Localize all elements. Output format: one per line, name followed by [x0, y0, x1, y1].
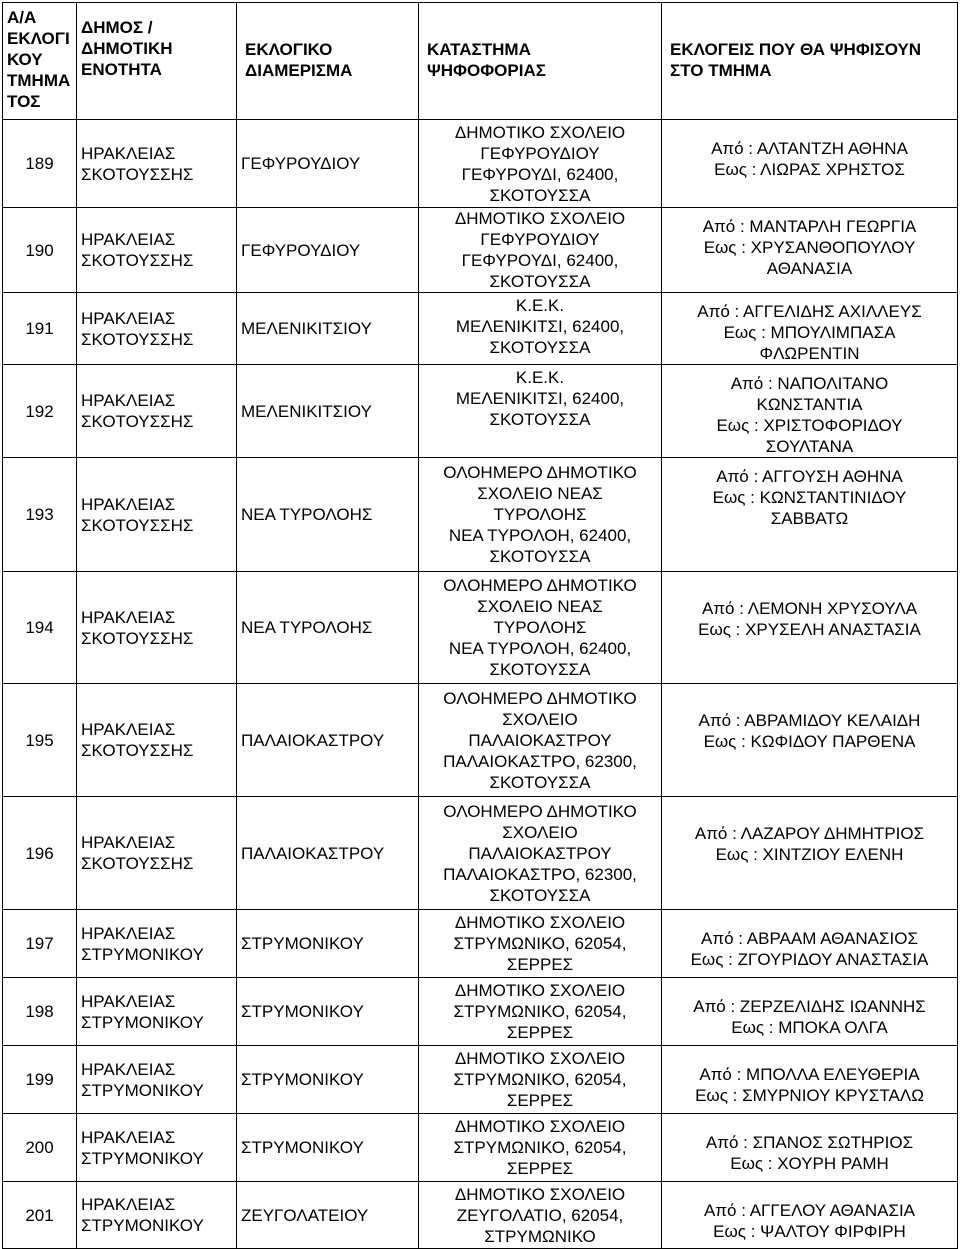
polling-station-line: ΣΧΟΛΕΙΟ — [502, 709, 578, 729]
section-number: 195 — [25, 730, 54, 750]
polling-stations-table — [2, 2, 958, 1249]
polling-station-line: ΓΕΦΥΡΟΥΔΙΟΥ — [480, 230, 600, 249]
voters-range-cell — [662, 458, 958, 572]
electoral-department-cell — [237, 208, 419, 293]
polling-station-cell — [419, 293, 662, 365]
section-number: 201 — [25, 1205, 54, 1225]
electoral-department-cell — [237, 293, 419, 365]
table-row — [3, 910, 958, 978]
header-text: ΚΟΥ — [7, 50, 43, 69]
electoral-department: ΜΕΛΕΝΙΚΙΤΣΙΟΥ — [241, 401, 372, 421]
voters-range-line: Εως : ΚΩΝΣΤΑΝΤΙΝΙΔΟΥ — [712, 488, 907, 507]
header-voters — [662, 3, 958, 120]
section-number-cell — [3, 797, 77, 910]
polling-station-cell — [419, 1182, 662, 1249]
header-text: ΕΚΛΟΓΙ — [7, 29, 70, 48]
municipality-line: ΣΤΡΥΜΟΝΙΚΟΥ — [81, 1012, 204, 1032]
table-row — [3, 293, 958, 365]
section-number-cell — [3, 293, 77, 365]
municipality-line: ΗΡΑΚΛΕΙΑΣ — [81, 1127, 176, 1147]
voters-range-cell — [662, 572, 958, 684]
section-number: 189 — [25, 154, 54, 173]
table-row — [3, 572, 958, 684]
municipality-line: ΗΡΑΚΛΕΙΑΣ — [81, 1195, 176, 1214]
electoral-department: ΠΑΛΑΙΟΚΑΣΤΡΟΥ — [241, 843, 385, 863]
polling-station-line: ΠΑΛΑΙΟΚΑΣΤΡΟΥ — [468, 730, 612, 750]
section-number-cell — [3, 365, 77, 458]
header-store — [419, 3, 662, 120]
header-text: ΣΤΟ ΤΜΗΜΑ — [670, 61, 772, 80]
electoral-department: ΠΑΛΑΙΟΚΑΣΤΡΟΥ — [241, 730, 385, 750]
municipality-cell — [77, 365, 237, 458]
electoral-department-cell — [237, 797, 419, 910]
municipality-cell — [77, 684, 237, 797]
section-number-cell — [3, 978, 77, 1046]
polling-station-line: ΜΕΛΕΝΙΚΙΤΣΙ, 62400, — [455, 389, 625, 408]
polling-station-cell — [419, 1046, 662, 1114]
voters-range-cell — [662, 208, 958, 293]
voters-range-line: Από : ΑΓΓΕΛΟΥ ΑΘΑΝΑΣΙΑ — [703, 1201, 916, 1220]
table-row — [3, 797, 958, 910]
section-number-cell — [3, 458, 77, 572]
municipality-line: ΗΡΑΚΛΕΙΑΣ — [81, 720, 176, 739]
municipality-line: ΗΡΑΚΛΕΙΑΣ — [81, 391, 176, 410]
electoral-department: ΣΤΡΥΜΟΝΙΚΟΥ — [241, 1002, 364, 1021]
section-number-cell — [3, 208, 77, 293]
voters-range-line: Εως : ΧΡΥΣΕΛΗ ΑΝΑΣΤΑΣΙΑ — [698, 620, 921, 639]
polling-station-line: ΣΧΟΛΕΙΟ — [502, 822, 578, 842]
municipality-line: ΗΡΑΚΛΕΙΑΣ — [81, 308, 176, 328]
voters-range-cell — [662, 797, 958, 910]
section-number: 200 — [25, 1138, 54, 1157]
voters-range-line: Από : ΜΑΝΤΑΡΛΗ ΓΕΩΡΓΙΑ — [702, 217, 917, 236]
section-number: 193 — [25, 505, 54, 524]
table-row — [3, 365, 958, 458]
electoral-department-cell — [237, 458, 419, 572]
polling-station-line: ΔΗΜΟΤΙΚΟ ΣΧΟΛΕΙΟ — [454, 1184, 626, 1204]
municipality-cell — [77, 978, 237, 1046]
polling-station-line: ΣΚΟΤΟΥΣΣΑ — [489, 338, 591, 357]
voters-range-line: Από : ΑΒΡΑΑΜ ΑΘΑΝΑΣΙΟΣ — [701, 929, 918, 948]
voters-range-line: Από : ΛΑΖΑΡΟΥ ΔΗΜΗΤΡΙΟΣ — [694, 824, 925, 843]
voters-range-line: Εως : ΣΜΥΡΝΙΟΥ ΚΡΥΣΤΑΛΩ — [695, 1086, 924, 1105]
polling-station-line: ΟΛΟΗΜΕΡΟ ΔΗΜΟΤΙΚΟ — [443, 463, 637, 482]
polling-station-line: ΔΗΜΟΤΙΚΟ ΣΧΟΛΕΙΟ — [454, 981, 626, 1000]
header-text: ΕΚΛΟΓΙΚΟ — [245, 40, 333, 59]
voters-range-line: Εως : ΜΠΟΥΛΙΜΠΑΣΑ — [723, 323, 896, 342]
municipality-line: ΗΡΑΚΛΕΙΑΣ — [81, 923, 176, 943]
electoral-department-cell — [237, 978, 419, 1046]
polling-station-line: ΖΕΥΓΟΛΑΤΙΟ, 62054, — [456, 1205, 624, 1225]
polling-station-line: ΣΕΡΡΕΣ — [506, 1023, 574, 1042]
section-number: 199 — [25, 1070, 54, 1089]
polling-station-line: ΣΚΟΤΟΥΣΣΑ — [489, 885, 591, 905]
polling-station-line: ΣΕΡΡΕΣ — [506, 955, 574, 974]
voters-range-cell — [662, 365, 958, 458]
municipality-line: ΣΚΟΤΟΥΣΣΗΣ — [81, 164, 194, 184]
voters-range-line: Από : ΑΛΤΑΝΤΖΗ ΑΘΗΝΑ — [711, 139, 908, 158]
table-row — [3, 978, 958, 1046]
section-number-cell — [3, 120, 77, 208]
municipality-cell — [77, 120, 237, 208]
section-number: 198 — [25, 1002, 54, 1021]
voters-range-cell — [662, 1114, 958, 1182]
voters-range-cell — [662, 978, 958, 1046]
voters-range-line: Από : ΑΓΓΟΥΣΗ ΑΘΗΝΑ — [716, 467, 903, 486]
polling-station-cell — [419, 208, 662, 293]
polling-station-line: ΣΧΟΛΕΙΟ ΝΕΑΣ — [477, 597, 603, 616]
voters-range-line: Εως : ΖΓΟΥΡΙΔΟΥ ΑΝΑΣΤΑΣΙΑ — [690, 950, 929, 969]
electoral-department-cell — [237, 120, 419, 208]
section-number: 191 — [25, 319, 54, 338]
voters-range-cell — [662, 1182, 958, 1249]
electoral-department-cell — [237, 1114, 419, 1182]
table-body — [3, 120, 958, 1249]
table-row — [3, 1046, 958, 1114]
polling-station-cell — [419, 797, 662, 910]
polling-station-line: ΣΚΟΤΟΥΣΣΑ — [489, 660, 591, 679]
polling-station-cell — [419, 458, 662, 572]
polling-station-cell — [419, 365, 662, 458]
polling-station-cell — [419, 910, 662, 978]
polling-station-line: ΔΗΜΟΤΙΚΟ ΣΧΟΛΕΙΟ — [454, 1049, 626, 1068]
electoral-department: ΝΕΑ ΤΥΡΟΛΟΗΣ — [241, 505, 373, 524]
header-municipality — [77, 3, 237, 120]
header-text: ΕΚΛΟΓΕΙΣ ΠΟΥ ΘΑ ΨΗΦΙΣΟΥΝ — [670, 40, 922, 59]
voters-range-line: Εως : ΧΟΥΡΗ ΡΑΜΗ — [730, 1154, 889, 1173]
section-number: 190 — [25, 240, 54, 260]
municipality-line: ΗΡΑΚΛΕΙΑΣ — [81, 607, 176, 627]
municipality-line: ΗΡΑΚΛΕΙΑΣ — [81, 833, 176, 852]
polling-station-cell — [419, 978, 662, 1046]
polling-station-line: ΔΗΜΟΤΙΚΟ ΣΧΟΛΕΙΟ — [454, 209, 626, 228]
voters-range-line: Από : ΑΓΓΕΛΙΔΗΣ ΑΧΙΛΛΕΥΣ — [697, 302, 922, 321]
voters-range-cell — [662, 684, 958, 797]
voters-range-line: ΦΛΩΡΕΝΤΙΝ — [759, 344, 860, 363]
section-number-cell — [3, 910, 77, 978]
header-number — [3, 3, 77, 120]
municipality-line: ΣΤΡΥΜΟΝΙΚΟΥ — [81, 944, 204, 964]
polling-station-cell — [419, 120, 662, 208]
polling-station-line: ΣΚΟΤΟΥΣΣΑ — [489, 272, 591, 291]
voters-range-line: ΣΟΥΛΤΑΝΑ — [765, 437, 854, 456]
header-text: ΔΗΜΟΤΙΚΗ — [81, 39, 173, 58]
municipality-cell — [77, 1046, 237, 1114]
polling-station-line: ΓΕΦΥΡΟΥΔΙΟΥ — [480, 143, 600, 163]
voters-range-line: Εως : ΜΠΟΚΑ ΟΛΓΑ — [731, 1018, 888, 1037]
municipality-cell — [77, 208, 237, 293]
electoral-department-cell — [237, 1046, 419, 1114]
header-text: Α/Α — [7, 8, 37, 27]
municipality-cell — [77, 1114, 237, 1182]
voters-range-line: Εως : ΧΡΙΣΤΟΦΟΡΙΔΟΥ — [716, 416, 903, 435]
polling-station-line: ΣΚΟΤΟΥΣΣΑ — [489, 547, 591, 566]
municipality-line: ΣΚΟΤΟΥΣΣΗΣ — [81, 515, 194, 535]
electoral-department-cell — [237, 1182, 419, 1249]
polling-station-line: ΣΧΟΛΕΙΟ ΝΕΑΣ — [477, 484, 603, 503]
header-text: ΔΗΜΟΣ / — [81, 18, 153, 37]
municipality-line: ΣΤΡΥΜΟΝΙΚΟΥ — [81, 1148, 204, 1168]
polling-station-line: ΣΚΟΤΟΥΣΣΑ — [489, 185, 591, 205]
table-row — [3, 120, 958, 208]
municipality-cell — [77, 572, 237, 684]
section-number-cell — [3, 572, 77, 684]
polling-station-line: ΓΕΦΥΡΟΥΔΙ, 62400, — [461, 251, 619, 270]
section-number-cell — [3, 1046, 77, 1114]
municipality-line: ΗΡΑΚΛΕΙΑΣ — [81, 230, 176, 249]
table-row — [3, 208, 958, 293]
polling-station-line: ΟΛΟΗΜΕΡΟ ΔΗΜΟΤΙΚΟ — [443, 801, 637, 821]
voters-range-line: Από : ΖΕΡΖΕΛΙΔΗΣ ΙΩΑΝΝΗΣ — [693, 997, 926, 1016]
polling-station-line: ΟΛΟΗΜΕΡΟ ΔΗΜΟΤΙΚΟ — [443, 688, 637, 708]
header-text: ΕΝΟΤΗΤΑ — [81, 60, 162, 79]
voters-range-line: ΑΘΑΝΑΣΙΑ — [766, 259, 853, 278]
municipality-line: ΣΤΡΥΜΟΝΙΚΟΥ — [81, 1080, 204, 1100]
polling-station-line: Κ.Ε.Κ. — [515, 368, 565, 387]
section-number: 197 — [25, 934, 54, 953]
voters-range-cell — [662, 910, 958, 978]
electoral-department: ΣΤΡΥΜΟΝΙΚΟΥ — [241, 1070, 364, 1089]
municipality-line: ΗΡΑΚΛΕΙΑΣ — [81, 494, 176, 514]
voters-range-line: Εως : ΚΩΦΙΔΟΥ ΠΑΡΘΕΝΑ — [703, 732, 916, 751]
municipality-line: ΣΤΡΥΜΟΝΙΚΟΥ — [81, 1216, 204, 1235]
polling-station-cell — [419, 572, 662, 684]
polling-station-line: ΣΚΟΤΟΥΣΣΑ — [489, 772, 591, 792]
header-department — [237, 3, 419, 120]
polling-station-line: ΓΕΦΥΡΟΥΔΙ, 62400, — [461, 164, 619, 184]
electoral-department: ΖΕΥΓΟΛΑΤΕΙΟΥ — [241, 1205, 369, 1225]
municipality-line: ΣΚΟΤΟΥΣΣΗΣ — [81, 741, 194, 760]
electoral-department: ΓΕΦΥΡΟΥΔΙΟΥ — [241, 240, 361, 260]
section-number-cell — [3, 1182, 77, 1249]
voters-range-line: ΚΩΝΣΤΑΝΤΙΑ — [756, 395, 863, 414]
section-number-cell — [3, 1114, 77, 1182]
municipality-line: ΣΚΟΤΟΥΣΣΗΣ — [81, 329, 194, 349]
municipality-cell — [77, 797, 237, 910]
section-number: 192 — [25, 401, 54, 421]
polling-station-line: ΔΗΜΟΤΙΚΟ ΣΧΟΛΕΙΟ — [454, 1117, 626, 1136]
section-number-cell — [3, 684, 77, 797]
header-text: ΚΑΤΑΣΤΗΜΑ — [427, 40, 531, 59]
polling-station-line: ΤΥΡΟΛΟΗΣ — [493, 618, 587, 637]
polling-station-line: ΠΑΛΑΙΟΚΑΣΤΡΟ, 62300, — [443, 751, 637, 771]
municipality-cell — [77, 910, 237, 978]
voters-range-line: ΣΑΒΒΑΤΩ — [770, 509, 849, 528]
voters-range-cell — [662, 1046, 958, 1114]
municipality-cell — [77, 1182, 237, 1249]
polling-station-line: ΣΤΡΥΜΩΝΙΚΟ, 62054, — [453, 1138, 627, 1157]
municipality-line: ΗΡΑΚΛΕΙΑΣ — [81, 1059, 176, 1079]
voters-range-line: Από : ΣΠΑΝΟΣ ΣΩΤΗΡΙΟΣ — [705, 1133, 914, 1152]
electoral-department-cell — [237, 365, 419, 458]
electoral-department: ΣΤΡΥΜΟΝΙΚΟΥ — [241, 1138, 364, 1157]
header-text: ΤΟΣ — [7, 92, 41, 111]
polling-station-line: ΤΥΡΟΛΟΗΣ — [493, 505, 587, 524]
polling-station-line: ΝΕΑ ΤΥΡΟΛΟΗ, 62400, — [448, 526, 632, 545]
section-number: 196 — [25, 843, 54, 863]
polling-station-line: ΔΗΜΟΤΙΚΟ ΣΧΟΛΕΙΟ — [454, 913, 626, 932]
header-row — [3, 3, 958, 120]
electoral-department-cell — [237, 572, 419, 684]
voters-range-line: Από : ΜΠΟΛΛΑ ΕΛΕΥΘΕΡΙΑ — [699, 1065, 920, 1084]
voters-range-line: Από : ΝΑΠΟΛΙΤΑΝΟ — [730, 374, 889, 393]
polling-station-line: ΣΚΟΤΟΥΣΣΑ — [489, 410, 591, 429]
polling-station-cell — [419, 1114, 662, 1182]
polling-station-line: Κ.Ε.Κ. — [515, 296, 565, 315]
table-row — [3, 1114, 958, 1182]
municipality-line: ΗΡΑΚΛΕΙΑΣ — [81, 143, 176, 163]
municipality-line: ΗΡΑΚΛΕΙΑΣ — [81, 991, 176, 1011]
electoral-department-cell — [237, 684, 419, 797]
table-row — [3, 684, 958, 797]
voters-range-line: Εως : ΧΙΝΤΖΙΟΥ ΕΛΕΝΗ — [715, 845, 904, 864]
polling-station-line: ΔΗΜΟΤΙΚΟ ΣΧΟΛΕΙΟ — [454, 122, 626, 142]
polling-station-line: ΣΤΡΥΜΩΝΙΚΟ — [484, 1226, 596, 1246]
municipality-line: ΣΚΟΤΟΥΣΣΗΣ — [81, 412, 194, 431]
polling-station-line: ΣΤΡΥΜΩΝΙΚΟ, 62054, — [453, 1002, 627, 1021]
polling-station-line: ΣΤΡΥΜΩΝΙΚΟ, 62054, — [453, 1070, 627, 1089]
table-row — [3, 458, 958, 572]
electoral-department-cell — [237, 910, 419, 978]
polling-station-line: ΠΑΛΑΙΟΚΑΣΤΡΟΥ — [468, 843, 612, 863]
voters-range-line: Από : ΛΕΜΟΝΗ ΧΡΥΣΟΥΛΑ — [701, 599, 918, 618]
section-number: 194 — [25, 618, 54, 637]
municipality-cell — [77, 293, 237, 365]
electoral-department: ΝΕΑ ΤΥΡΟΛΟΗΣ — [241, 618, 373, 637]
electoral-department: ΜΕΛΕΝΙΚΙΤΣΙΟΥ — [241, 319, 372, 338]
header-text: ΨΗΦΟΦΟΡΙΑΣ — [427, 61, 546, 80]
polling-station-line: ΣΕΡΡΕΣ — [506, 1159, 574, 1178]
municipality-line: ΣΚΟΤΟΥΣΣΗΣ — [81, 854, 194, 873]
header-text: ΤΜΗΜΑ — [7, 71, 71, 90]
voters-range-cell — [662, 120, 958, 208]
voters-range-cell — [662, 293, 958, 365]
polling-station-line: ΝΕΑ ΤΥΡΟΛΟΗ, 62400, — [448, 639, 632, 658]
electoral-department: ΓΕΦΥΡΟΥΔΙΟΥ — [241, 154, 361, 173]
voters-range-line: Εως : ΧΡΥΣΑΝΘΟΠΟΥΛΟΥ — [703, 238, 916, 257]
header-text: ΔΙΑΜΕΡΙΣΜΑ — [245, 61, 353, 80]
table-row — [3, 1182, 958, 1249]
polling-station-cell — [419, 684, 662, 797]
polling-station-line: ΟΛΟΗΜΕΡΟ ΔΗΜΟΤΙΚΟ — [443, 576, 637, 595]
voters-range-line: Εως : ΛΙΩΡΑΣ ΧΡΗΣΤΟΣ — [714, 160, 905, 179]
polling-station-line: ΣΤΡΥΜΩΝΙΚΟ, 62054, — [453, 934, 627, 953]
electoral-department: ΣΤΡΥΜΟΝΙΚΟΥ — [241, 934, 364, 953]
municipality-cell — [77, 458, 237, 572]
voters-range-line: Εως : ΨΑΛΤΟΥ ΦΙΡΦΙΡΗ — [713, 1222, 906, 1241]
polling-station-line: ΠΑΛΑΙΟΚΑΣΤΡΟ, 62300, — [443, 864, 637, 884]
municipality-line: ΣΚΟΤΟΥΣΣΗΣ — [81, 628, 194, 648]
voters-range-line: Από : ΑΒΡΑΜΙΔΟΥ ΚΕΛΑΙΔΗ — [698, 711, 921, 730]
polling-station-line: ΣΕΡΡΕΣ — [506, 1091, 574, 1110]
municipality-line: ΣΚΟΤΟΥΣΣΗΣ — [81, 251, 194, 270]
polling-station-line: ΜΕΛΕΝΙΚΙΤΣΙ, 62400, — [455, 317, 625, 336]
